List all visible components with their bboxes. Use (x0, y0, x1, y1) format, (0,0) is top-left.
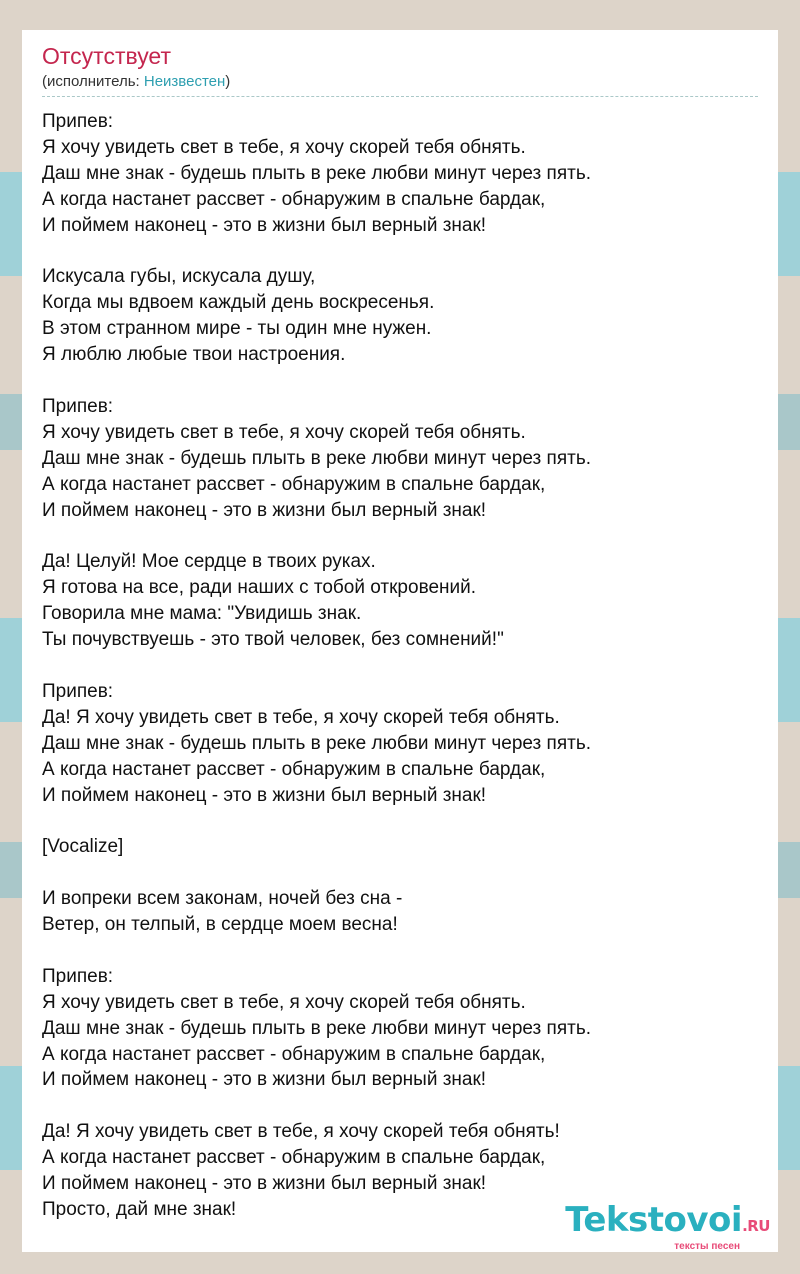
lyrics-blank-line (42, 653, 758, 679)
lyrics-line: Я хочу увидеть свет в тебе, я хочу скорей тебя обнять. (42, 136, 526, 158)
lyrics-line: Да! Целуй! Мое сердце в твоих руках. (42, 551, 376, 573)
lyrics-line: А когда настанет рассвет - обнаружим в спальне бардак, (42, 188, 546, 210)
logo-tagline: тексты песен (674, 1241, 740, 1252)
lyrics-line: Я готова на все, ради наших с тобой откровений. (42, 577, 477, 599)
lyrics-blank-line (42, 938, 758, 964)
lyrics-line: Ты почувствуешь - это твой человек, без сомнений!" (42, 629, 504, 651)
lyrics-line: И поймем наконец - это в жизни был верный знак! (42, 1069, 487, 1091)
lyrics-line: [Vocalize] (42, 836, 124, 858)
lyrics-line: Припев: (42, 680, 114, 702)
logo-tld: .RU (742, 1217, 770, 1235)
lyrics-line: Припев: (42, 395, 114, 417)
lyrics-line: Искусала губы, искусала душу, (42, 266, 316, 288)
lyrics-line: Говорила мне мама: "Увидишь знак. (42, 603, 362, 625)
site-logo[interactable] (565, 1200, 770, 1252)
lyrics-line: И поймем наконец - это в жизни был верный знак! (42, 499, 487, 521)
lyrics-line: И поймем наконец - это в жизни был верный знак! (42, 784, 487, 806)
lyrics-line: А когда настанет рассвет - обнаружим в спальне бардак, (42, 1147, 546, 1169)
lyrics-line: Я люблю любые твои настроения. (42, 344, 346, 366)
lyrics-line: Да! Я хочу увидеть свет в тебе, я хочу скорей тебя обнять! (42, 1121, 560, 1143)
artist-line (42, 72, 758, 97)
lyrics-line: Даш мне знак - будешь плыть в реке любви минут через пять. (42, 1017, 592, 1039)
lyrics-line: Даш мне знак - будешь плыть в реке любви минут через пять. (42, 162, 592, 184)
artist-suffix: ) (225, 73, 231, 90)
lyrics-line: Я хочу увидеть свет в тебе, я хочу скорей тебя обнять. (42, 991, 526, 1013)
lyrics-line: Припев: (42, 965, 114, 987)
lyrics-line: Даш мне знак - будешь плыть в реке любви минут через пять. (42, 447, 592, 469)
lyrics-line: А когда настанет рассвет - обнаружим в спальне бардак, (42, 1043, 546, 1065)
lyrics-line: Припев: (42, 111, 114, 132)
lyrics-line: Просто, дай мне знак! (42, 1198, 237, 1220)
lyrics-line: И поймем наконец - это в жизни был верный знак! (42, 1173, 487, 1195)
lyrics-line: А когда настанет рассвет - обнаружим в спальне бардак, (42, 473, 546, 495)
lyrics-line: Я хочу увидеть свет в тебе, я хочу скорей тебя обнять. (42, 421, 526, 443)
lyrics-blank-line (42, 808, 758, 834)
lyrics-blank-line (42, 368, 758, 394)
lyrics-line: И вопреки всем законам, ночей без сна - (42, 888, 403, 910)
song-title: Отсутствует (42, 43, 171, 69)
lyrics-text (42, 109, 758, 1223)
lyrics-line: В этом странном мире - ты один мне нужен. (42, 318, 432, 340)
lyrics-blank-line (42, 860, 758, 886)
lyrics-blank-line (42, 239, 758, 265)
logo-name: Tekstovoi (565, 1200, 743, 1240)
lyrics-card (22, 30, 778, 1252)
lyrics-blank-line (42, 523, 758, 549)
lyrics-blank-line (42, 1093, 758, 1119)
lyrics-line: Ветер, он телпый, в сердце моем весна! (42, 914, 398, 935)
lyrics-line: Даш мне знак - будешь плыть в реке любви минут через пять. (42, 732, 592, 754)
artist-prefix: (исполнитель: (42, 73, 144, 90)
lyrics-line: Когда мы вдвоем каждый день воскресенья. (42, 292, 435, 314)
lyrics-line: И поймем наконец - это в жизни был верный знак! (42, 214, 487, 236)
logo-wordmark (565, 1200, 770, 1243)
artist-link[interactable]: Неизвестен (143, 73, 226, 90)
lyrics-line: Да! Я хочу увидеть свет в тебе, я хочу скорей тебя обнять. (42, 706, 560, 728)
lyrics-line: А когда настанет рассвет - обнаружим в спальне бардак, (42, 758, 546, 780)
